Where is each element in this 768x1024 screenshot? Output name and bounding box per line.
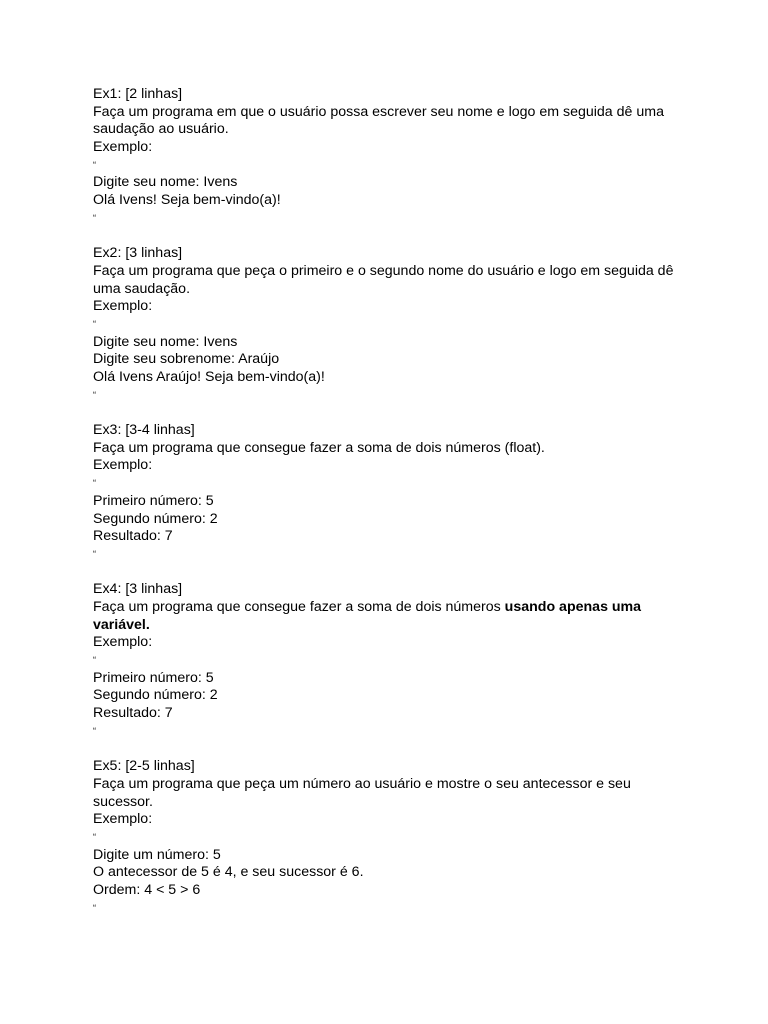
description-emphasis: variável.: [93, 616, 150, 633]
example-line: Olá Ivens Araújo! Seja bem-vindo(a)!: [93, 369, 325, 385]
exercise-description: [93, 617, 693, 635]
exercise-description: Faça um programa que peça o primeiro e o segundo nome do usuário e logo em seguida dê: [93, 262, 674, 279]
spacer: [93, 740, 693, 758]
exercise-title: Ex1: [2 linhas]: [93, 86, 183, 102]
example-line: Digite seu nome: Ivens: [93, 174, 238, 191]
example-label: Exemplo:: [93, 811, 153, 828]
exercise-description: Faça um programa em que o usuário possa escrever seu nome e logo em seguida dê uma: [93, 103, 664, 120]
quote-mark: “: [93, 478, 96, 489]
exercise-title: Ex4: [3 linhas]: [93, 581, 183, 598]
exercise-description: Faça um programa que peça um número ao usuário e mostre o seu antecessor e seu: [93, 775, 631, 792]
exercise-description: saudação ao usuário.: [93, 121, 229, 138]
exercise-description: [93, 599, 693, 617]
description-plain: Faça um programa que consegue fazer a soma de dois números: [93, 598, 505, 615]
quote-mark: “: [93, 655, 96, 665]
document-page: [93, 86, 693, 917]
exercise-2: [93, 245, 693, 404]
spacer: [93, 564, 693, 582]
quote-mark: “: [93, 548, 96, 559]
exercise-description: sucessor.: [93, 793, 153, 810]
quote-mark: “: [93, 318, 96, 329]
spacer: [93, 404, 693, 422]
exercise-3: [93, 422, 693, 564]
exercise-description: uma saudação.: [93, 280, 191, 297]
example-line: Segundo número: 2: [93, 687, 218, 704]
example-label: Exemplo:: [93, 457, 153, 474]
exercise-title: Ex3: [3-4 linhas]: [93, 422, 195, 439]
quote-mark: “: [93, 725, 96, 736]
spacer: [93, 228, 693, 246]
exercise-4: [93, 581, 693, 740]
exercise-title: Ex2: [3 linhas]: [93, 245, 183, 262]
example-label: Exemplo:: [93, 298, 153, 315]
quote-mark: “: [93, 831, 96, 842]
example-line: Olá Ivens! Seja bem-vindo(a)!: [93, 192, 281, 209]
example-line: Ordem: 4 < 5 > 6: [93, 881, 201, 898]
quote-mark: “: [93, 902, 96, 913]
quote-mark: “: [93, 389, 96, 400]
quote-mark: “: [93, 212, 96, 223]
example-line: Digite seu sobrenome: Araújo: [93, 351, 280, 368]
exercise-1: [93, 86, 693, 228]
example-line: Resultado: 7: [93, 705, 173, 722]
exercise-5: [93, 758, 693, 917]
example-line: Primeiro número: 5: [93, 492, 214, 509]
exercise-title: Ex5: [2-5 linhas]: [93, 758, 195, 775]
exercise-description: Faça um programa que consegue fazer a soma de dois números (float).: [93, 439, 545, 456]
example-line: O antecessor de 5 é 4, e seu sucessor é 6.: [93, 864, 364, 881]
example-line: Primeiro número: 5: [93, 669, 214, 686]
description-emphasis: usando apenas uma: [504, 598, 642, 615]
example-line: Segundo número: 2: [93, 510, 218, 527]
example-label: Exemplo:: [93, 139, 153, 156]
example-line: Digite seu nome: Ivens: [93, 333, 238, 350]
example-line: Digite um número: 5: [93, 846, 221, 863]
example-label: Exemplo:: [93, 634, 153, 651]
example-line: Resultado: 7: [93, 528, 173, 545]
quote-mark: “: [93, 159, 96, 170]
